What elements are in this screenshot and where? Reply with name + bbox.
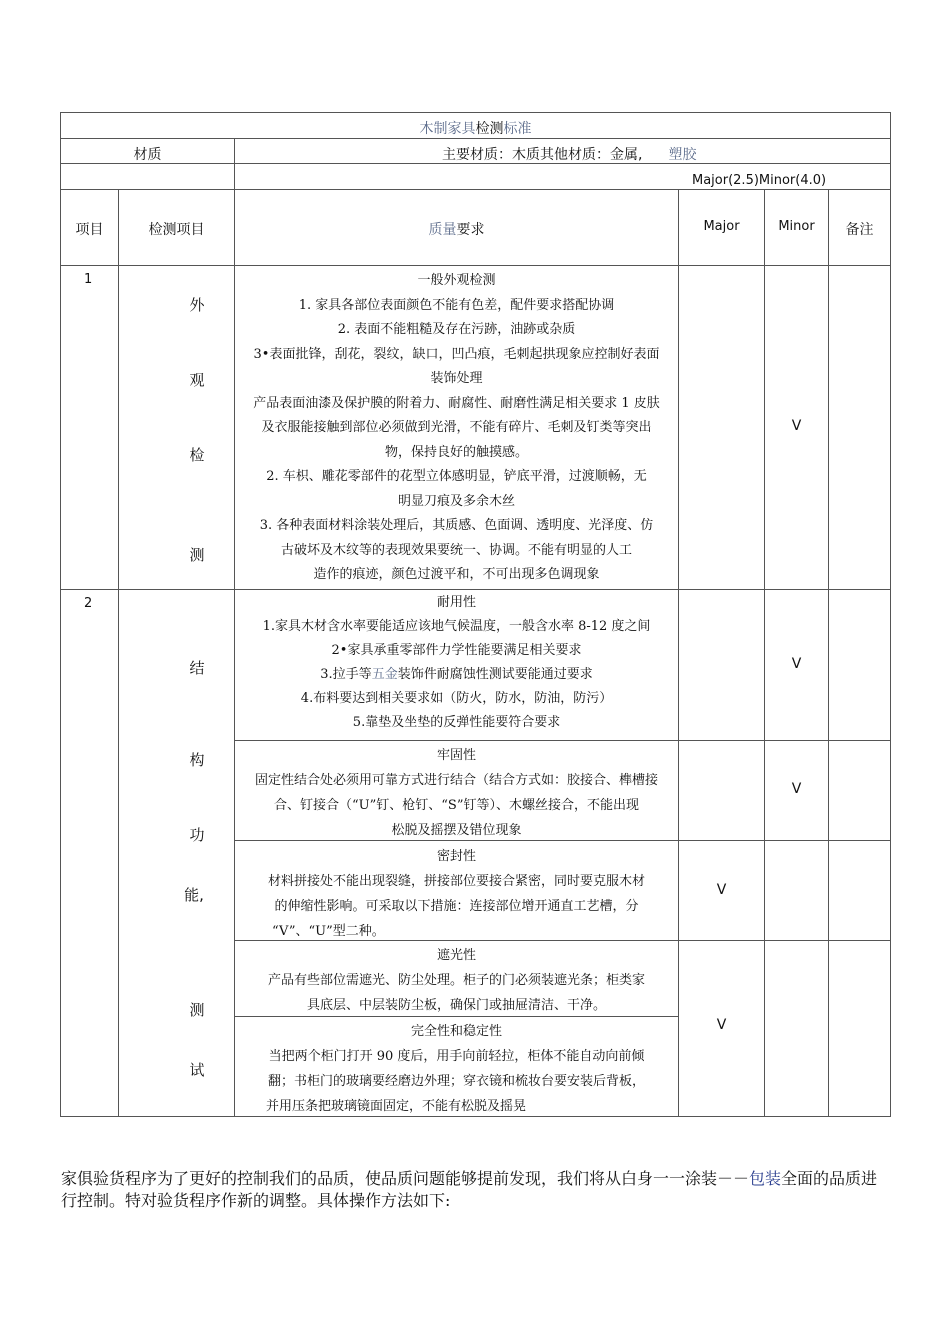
row-1-category-char: 外 (189, 296, 205, 314)
table-title-part: 木制家具 (419, 121, 476, 137)
row-1-category-char: 测 (189, 546, 205, 564)
row-2-category-char: 功 (189, 826, 205, 844)
requirement-line (235, 663, 678, 687)
requirement-line: “V”、“U”型二种。 (272, 924, 385, 939)
header-check-item: 检测项目 (148, 222, 205, 238)
requirement-line: 牢固性 (436, 748, 476, 763)
material-main: 主要材质：木质其他材质：金属, (442, 147, 643, 163)
row-1-minor-mark: V (791, 418, 802, 434)
bottom-major-mark: V (716, 1017, 727, 1033)
table-title-part: 标准 (503, 121, 532, 137)
requirement-line: 耐用性 (436, 595, 476, 610)
requirement-line: 完全性和稳定性 (410, 1024, 502, 1039)
requirement-line: 合、钉接合（“U”钉、枪钉、“S”钉等）、木螺丝接合，不能出现 (274, 798, 639, 813)
requirement-line: 1. 家具各部位表面颜色不能有色差，配件要求搭配协调 (298, 297, 615, 313)
requirement-line: 的伸缩性影响。可采取以下措施：连接部位增开通直工艺槽，分 (274, 899, 639, 914)
header-remark: 备注 (845, 222, 874, 238)
aql-level: Major(2.5)Minor(4.0) (692, 173, 827, 188)
header-req-part: 要求 (456, 222, 485, 238)
header-minor: Minor (778, 219, 815, 234)
table-title (61, 120, 890, 138)
requirement-line: 具底层、中层装防尘板，确保门或抽屉清洁、干净。 (306, 998, 606, 1013)
requirement-part: 五金 (371, 667, 398, 682)
requirement-line: 遮光性 (436, 948, 476, 963)
requirement-line: 古破坏及木纹等的表现效果要统一、协调。不能有明显的人工 (280, 542, 632, 558)
requirement-line: 产品有些部位需遮光、防尘处理。柜子的门必须装遮光条；柜类家 (267, 973, 645, 988)
row-1-number: 1 (84, 272, 93, 287)
requirement-part: 3.拉手等 (320, 667, 372, 682)
requirement-line: 当把两个柜门打开 90 度后，用手向前轻拉，柜体不能自动向前倾 (268, 1049, 645, 1064)
row-2-category-char: 试 (189, 1061, 205, 1079)
material-value (442, 146, 696, 164)
material-label: 材质 (133, 147, 162, 163)
sealing-major-mark: V (716, 882, 727, 898)
requirement-line: 密封性 (436, 849, 476, 864)
requirement-line: 2. 车枳、雕花零部件的花型立体感明显，铲底平滑，过渡顺畅，无 (266, 469, 647, 484)
requirement-line: 明显刀痕及多余木丝 (397, 493, 515, 509)
requirement-line: 一般外观检测 (417, 273, 496, 288)
procedure-text-highlight: 包装 (749, 1169, 782, 1188)
requirement-line: 装饰处理 (430, 371, 483, 386)
durability-minor-mark: V (791, 656, 802, 672)
durability-requirements (235, 591, 678, 739)
requirement-line: 物，保持良好的触摸感。 (384, 444, 528, 460)
inspection-procedure-paragraph (61, 1168, 891, 1212)
requirement-line: 2. 表面不能粗糙及存在污跡，油跡或杂质 (337, 322, 576, 337)
requirement-line: 2•家具承重零部件力学性能要满足相关要求 (331, 643, 582, 658)
header-quality-requirement (235, 219, 678, 239)
row-2-category-char: 构 (189, 751, 205, 769)
requirement-line: 1.家具木材含水率要能适应该地气候温度，一般含水率 8-12 度之间 (262, 619, 651, 634)
requirement-line: 翻；书柜门的玻璃要经磨边外理；穿衣镜和梳妆台要安装后背板， (267, 1074, 645, 1089)
requirement-part: 装饰件耐腐蚀性测试要能通过要求 (397, 667, 593, 682)
stability-requirements (235, 1019, 678, 1116)
requirement-line: 3•表面批锋，刮花，裂纹，缺口，凹凸痕，毛刺起拱现象应控制好表面 (253, 346, 660, 362)
procedure-title: 家俱验货程序 (61, 1169, 158, 1188)
requirement-line: 并用压条把玻璃镜面固定，不能有松脱及摇晃 (266, 1099, 527, 1114)
material-extra: 塑胶 (668, 147, 697, 163)
requirement-line: 材料拼接处不能出现裂缝，拼接部位要接合紧密，同时要克服木材 (267, 874, 645, 889)
row-1-category-char: 观 (189, 371, 205, 389)
requirement-line: 3. 各种表面材料涂装处理后，其质感、色面调、透明度、光泽度、仿 (259, 518, 654, 533)
shading-requirements (235, 943, 678, 1015)
requirement-line: 4.布料要达到相关要求如（防火，防水，防油，防污） (300, 691, 613, 706)
procedure-text: 全面的品质进行控制。特对验货程序作新的调整。具体操作方法如下: (61, 1169, 878, 1210)
requirement-line: 产品表面油漆及保护膜的附着力、耐腐性、耐磨性满足相关要求 1 皮肤 (253, 395, 660, 411)
firmness-minor-mark: V (791, 781, 802, 797)
requirement-line: 松脱及摇摆及错位现象 (391, 823, 522, 838)
requirement-line: 5.靠垫及坐垫的反弹性能要符合要求 (352, 715, 561, 730)
header-req-part: 质量 (428, 222, 457, 238)
row-1-category-char: 检 (189, 446, 205, 464)
requirement-line: 固定性结合处必须用可靠方式进行结合（结合方式如：胶接合、榫槽接 (254, 773, 658, 788)
procedure-text: 为了更好的控制我们的品质，使品质问题能够提前发现，我们将从白身一一涂装－－ (157, 1169, 750, 1188)
firmness-requirements (235, 743, 678, 839)
appearance-requirements (235, 269, 678, 589)
header-major: Major (703, 219, 740, 234)
requirement-line: 造作的痕迹，颜色过渡平和，不可出现多色调现象 (313, 567, 600, 582)
row-2-category-char: 能, (184, 886, 204, 904)
row-2-number: 2 (84, 596, 93, 611)
requirement-line: 及衣服能接触到部位必须做到光滑，不能有碎片、毛刺及钉类等突出 (261, 420, 652, 435)
header-item: 项目 (75, 222, 104, 238)
table-title-part: 检测 (475, 121, 504, 137)
row-2-category-char: 结 (189, 659, 205, 677)
row-2-category-char: 测 (189, 1001, 205, 1019)
sealing-requirements (235, 844, 678, 940)
